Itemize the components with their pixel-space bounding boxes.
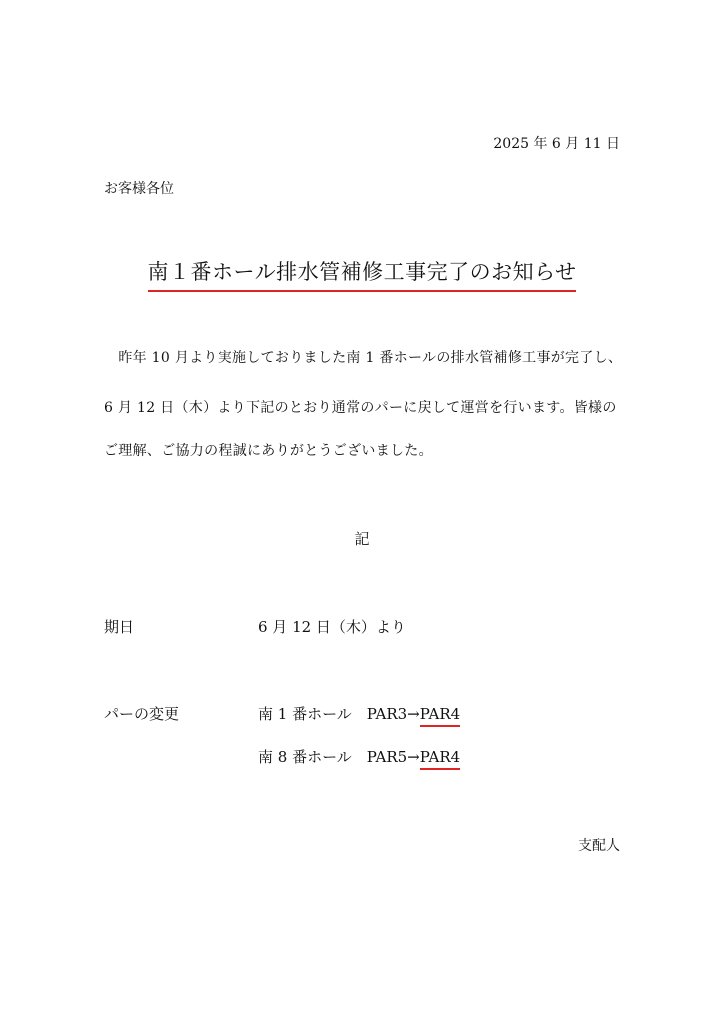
- body-text-1: 昨年 10 月より実施しておりました南 1 番ホールの排水管補修工事が完了し、: [118, 350, 623, 366]
- period-value: 6 月 12 日（木）より: [258, 618, 406, 636]
- hole-name: 南 1 番ホール: [258, 705, 352, 723]
- signature: 支配人: [578, 838, 620, 854]
- hole-name: 南 8 番ホール: [258, 748, 352, 766]
- par-from: PAR3→: [366, 705, 420, 723]
- par-to: PAR4: [420, 704, 460, 727]
- recipient: お客様各位: [104, 181, 174, 197]
- body-line-3: ご理解、ご協力の程誠にありがとうございました。: [104, 443, 433, 459]
- document-date: 2025 年 6 月 11 日: [493, 136, 620, 152]
- body-line-1: [104, 347, 622, 367]
- par-from: PAR5→: [366, 748, 420, 766]
- par-change-row-1: [258, 703, 460, 727]
- par-change-row-2: [258, 746, 460, 770]
- ki-heading: 記: [354, 530, 370, 548]
- body-line-2: 6 月 12 日（木）より下記のとおり通常のパーに戻して運営を行います。皆様の: [104, 400, 617, 416]
- document-title: 南１番ホール排水管補修工事完了のお知らせ: [148, 258, 577, 292]
- par-change-label: パーの変更: [104, 705, 180, 723]
- par-to: PAR4: [420, 747, 460, 770]
- period-label: 期日: [104, 618, 135, 636]
- title-container: [0, 258, 724, 292]
- indent: [104, 350, 118, 366]
